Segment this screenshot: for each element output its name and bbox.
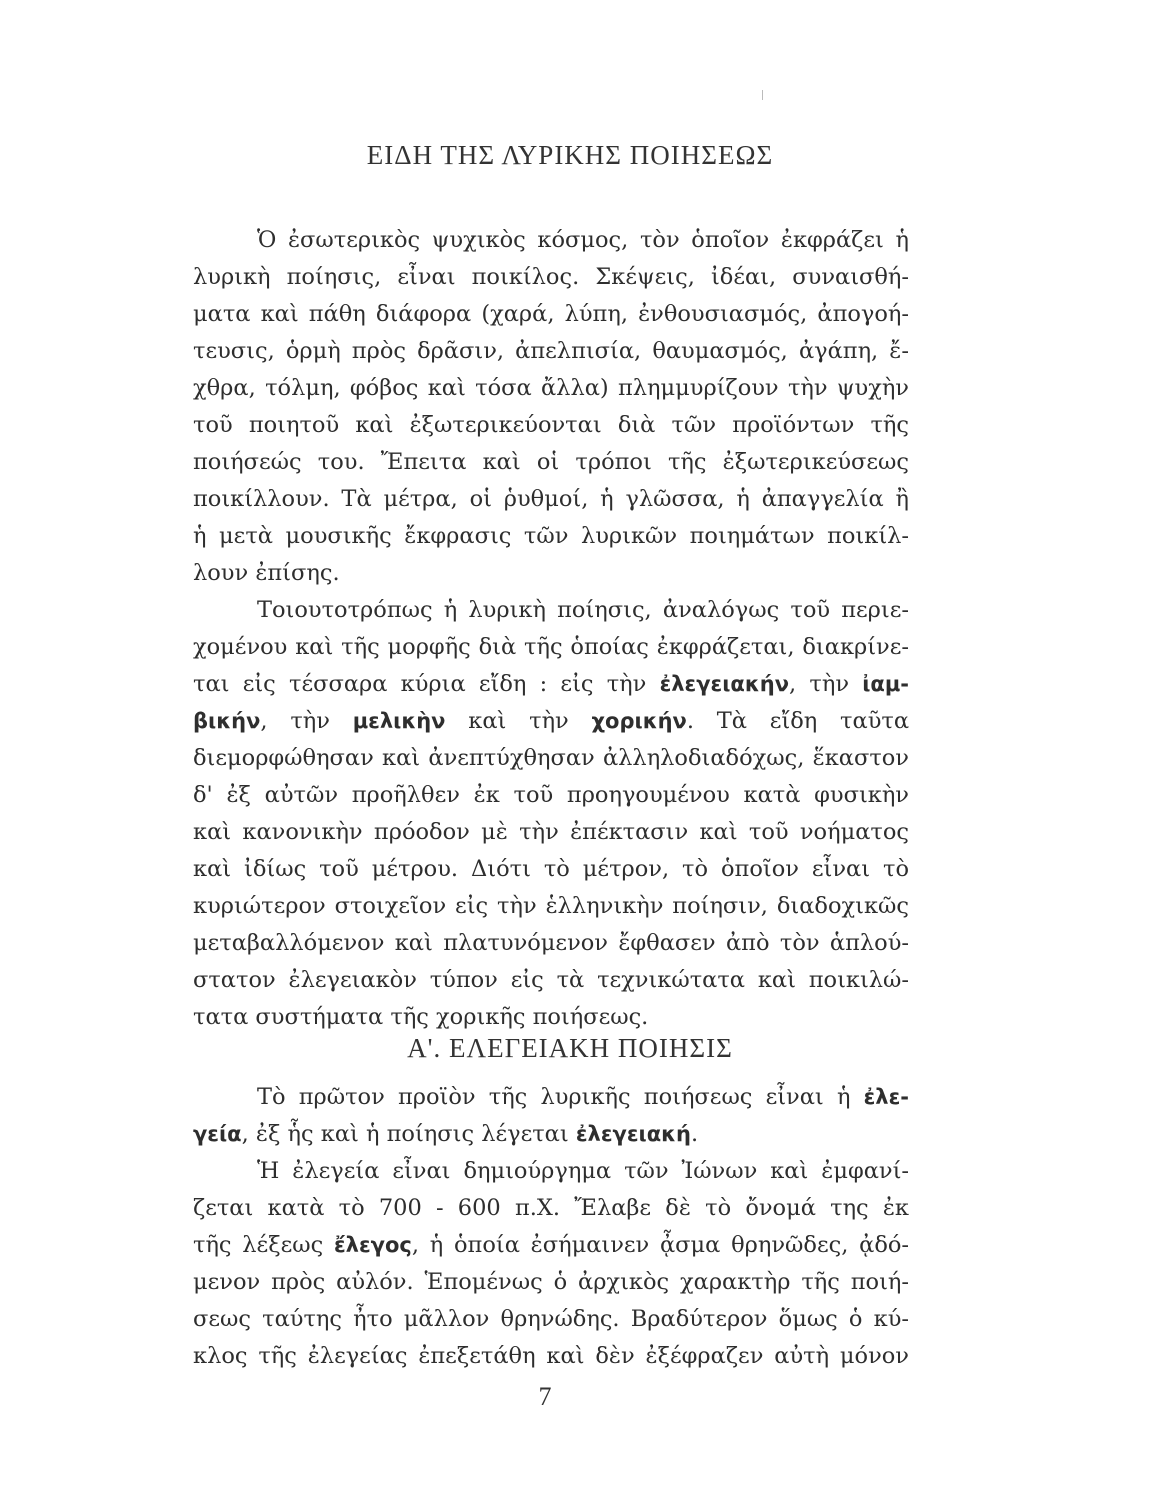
text-line: ποικίλλουν. Τὰ μέτρα, οἱ ῥυθμοί, ἡ γλῶσσα, ἡ ἀπαγγελία ἢ	[193, 486, 909, 512]
text-line: ἡ μετὰ μουσικῆς ἔκφρασις τῶν λυρικῶν ποιημάτων ποικίλ-	[193, 523, 909, 549]
section-heading: Α'. ΕΛΕΓΕΙΑΚΗ ΠΟΙΗΣΙΣ	[407, 1033, 733, 1063]
term-elegos: ἔλεγος	[333, 1233, 412, 1257]
term-iambic: ἰαμ-	[862, 672, 910, 696]
text-line: ματα καὶ πάθη διάφορα (χαρά, λύπη, ἐνθουσιασμός, ἀπογοή-	[193, 301, 909, 327]
text-line: καὶ κανονικὴν πρόοδον μὲ τὴν ἐπέκτασιν καὶ τοῦ νοήματος	[193, 819, 909, 845]
text-line: στατον ἐλεγειακὸν τύπον εἰς τὰ τεχνικώτατα καὶ ποικιλώ-	[193, 967, 909, 993]
text-line	[193, 1120, 909, 1148]
text-line: Ἡ ἐλεγεία εἶναι δημιούργημα τῶν Ἰώνων καὶ ἐμφανί-	[257, 1158, 909, 1184]
text-line: Τοιουτοτρόπως ἡ λυρικὴ ποίησις, ἀναλόγως τοῦ περιε-	[257, 597, 909, 623]
text-line: χομένου καὶ τῆς μορφῆς διὰ τῆς ὁποίας ἐκφράζεται, διακρίνε-	[193, 634, 909, 660]
text-line: τευσις, ὁρμὴ πρὸς δρᾶσιν, ἀπελπισία, θαυμασμός, ἀγάπη, ἔ-	[193, 338, 909, 364]
text-line: διεμορφώθησαν καὶ ἀνεπτύχθησαν ἀλληλοδιαδόχως, ἕκαστον	[193, 745, 909, 771]
text-line: τατα συστήματα τῆς χορικῆς ποιήσεως.	[193, 1004, 649, 1030]
text-run: , τὴν	[789, 671, 863, 697]
text-run: . Τὰ εἴδη ταῦτα	[686, 708, 910, 734]
term-elegy: ἐλε-	[863, 1085, 909, 1109]
text-line: λουν ἐπίσης.	[193, 560, 340, 586]
text-run: τῆς λέξεως	[193, 1232, 334, 1258]
text-line	[193, 1231, 909, 1259]
term-choral: χορικήν	[591, 709, 687, 733]
text-run: καὶ τὴν	[445, 708, 592, 734]
text-run: ται εἰς τέσσαρα κύρια εἴδη : εἰς τὴν	[193, 671, 660, 697]
term-elegy-cont: γεία	[193, 1122, 242, 1146]
text-line: κυριώτερον στοιχεῖον εἰς τὴν ἑλληνικὴν ποίησιν, διαδοχικῶς	[193, 893, 909, 919]
text-line: μενον πρὸς αὐλόν. Ἑπομένως ὁ ἀρχικὸς χαρακτὴρ τῆς ποιή-	[193, 1269, 909, 1295]
text-line: ποιήσεώς του. Ἔπειτα καὶ οἱ τρόποι τῆς ἐξωτερικεύσεως	[193, 449, 909, 475]
text-run: , ἡ ὁποία ἐσήμαινεν ᾆσμα θρηνῶδες, ᾀδό-	[411, 1232, 910, 1258]
text-line: Ὁ ἐσωτερικὸς ψυχικὸς κόσμος, τὸν ὁποῖον ἐκφράζει ἡ	[257, 227, 909, 253]
text-line: τοῦ ποιητοῦ καὶ ἐξωτερικεύονται διὰ τῶν προϊόντων τῆς	[193, 412, 909, 438]
text-line: μεταβαλλόμενον καὶ πλατυνόμενον ἔφθασεν ἀπὸ τὸν ἁπλού-	[193, 930, 909, 956]
text-line: χθρα, τόλμη, φόβος καὶ τόσα ἄλλα) πλημμυρίζουν τὴν ψυχὴν	[193, 375, 909, 401]
text-run: Τὸ πρῶτον προϊὸν τῆς λυρικῆς ποιήσεως εἶναι ἡ	[257, 1084, 864, 1110]
text-line	[193, 707, 909, 735]
text-line: σεως ταύτης ἦτο μᾶλλον θρηνώδης. Βραδύτερον ὅμως ὁ κύ-	[193, 1306, 909, 1332]
term-elegiac: ἐλεγειακήν	[659, 672, 790, 696]
text-line	[257, 1083, 909, 1111]
term-iambic-cont: βικήν	[193, 709, 261, 733]
text-line: λυρικὴ ποίησις, εἶναι ποικίλος. Σκέψεις, ἰδέαι, συναισθή-	[193, 264, 909, 290]
text-run: , τὴν	[260, 708, 353, 734]
text-line	[193, 670, 909, 698]
term-elegiac-poetry: ἐλεγειακή	[575, 1122, 691, 1146]
text-line: δ' ἐξ αὐτῶν προῆλθεν ἐκ τοῦ προηγουμένου κατὰ φυσικὴν	[193, 782, 909, 808]
term-melic: μελικὴν	[352, 709, 446, 733]
text-line: ζεται κατὰ τὸ 700 - 600 π.Χ. Ἔλαβε δὲ τὸ ὄνομά της ἐκ	[193, 1195, 909, 1221]
text-line: καὶ ἰδίως τοῦ μέτρου. Διότι τὸ μέτρον, τὸ ὁποῖον εἶναι τὸ	[193, 856, 909, 882]
chapter-heading: ΕΙΔΗ ΤΗΣ ΛΥΡΙΚΗΣ ΠΟΙΗΣΕΩΣ	[366, 140, 774, 170]
text-run: .	[691, 1121, 699, 1147]
scan-mark	[762, 90, 763, 100]
text-line: κλος τῆς ἐλεγείας ἐπεξετάθη καὶ δὲν ἐξέφραζεν αὐτὴ μόνον	[193, 1343, 909, 1369]
text-run: , ἐξ ἧς καὶ ἡ ποίησις λέγεται	[241, 1121, 576, 1147]
page-number: 7	[538, 1382, 552, 1411]
